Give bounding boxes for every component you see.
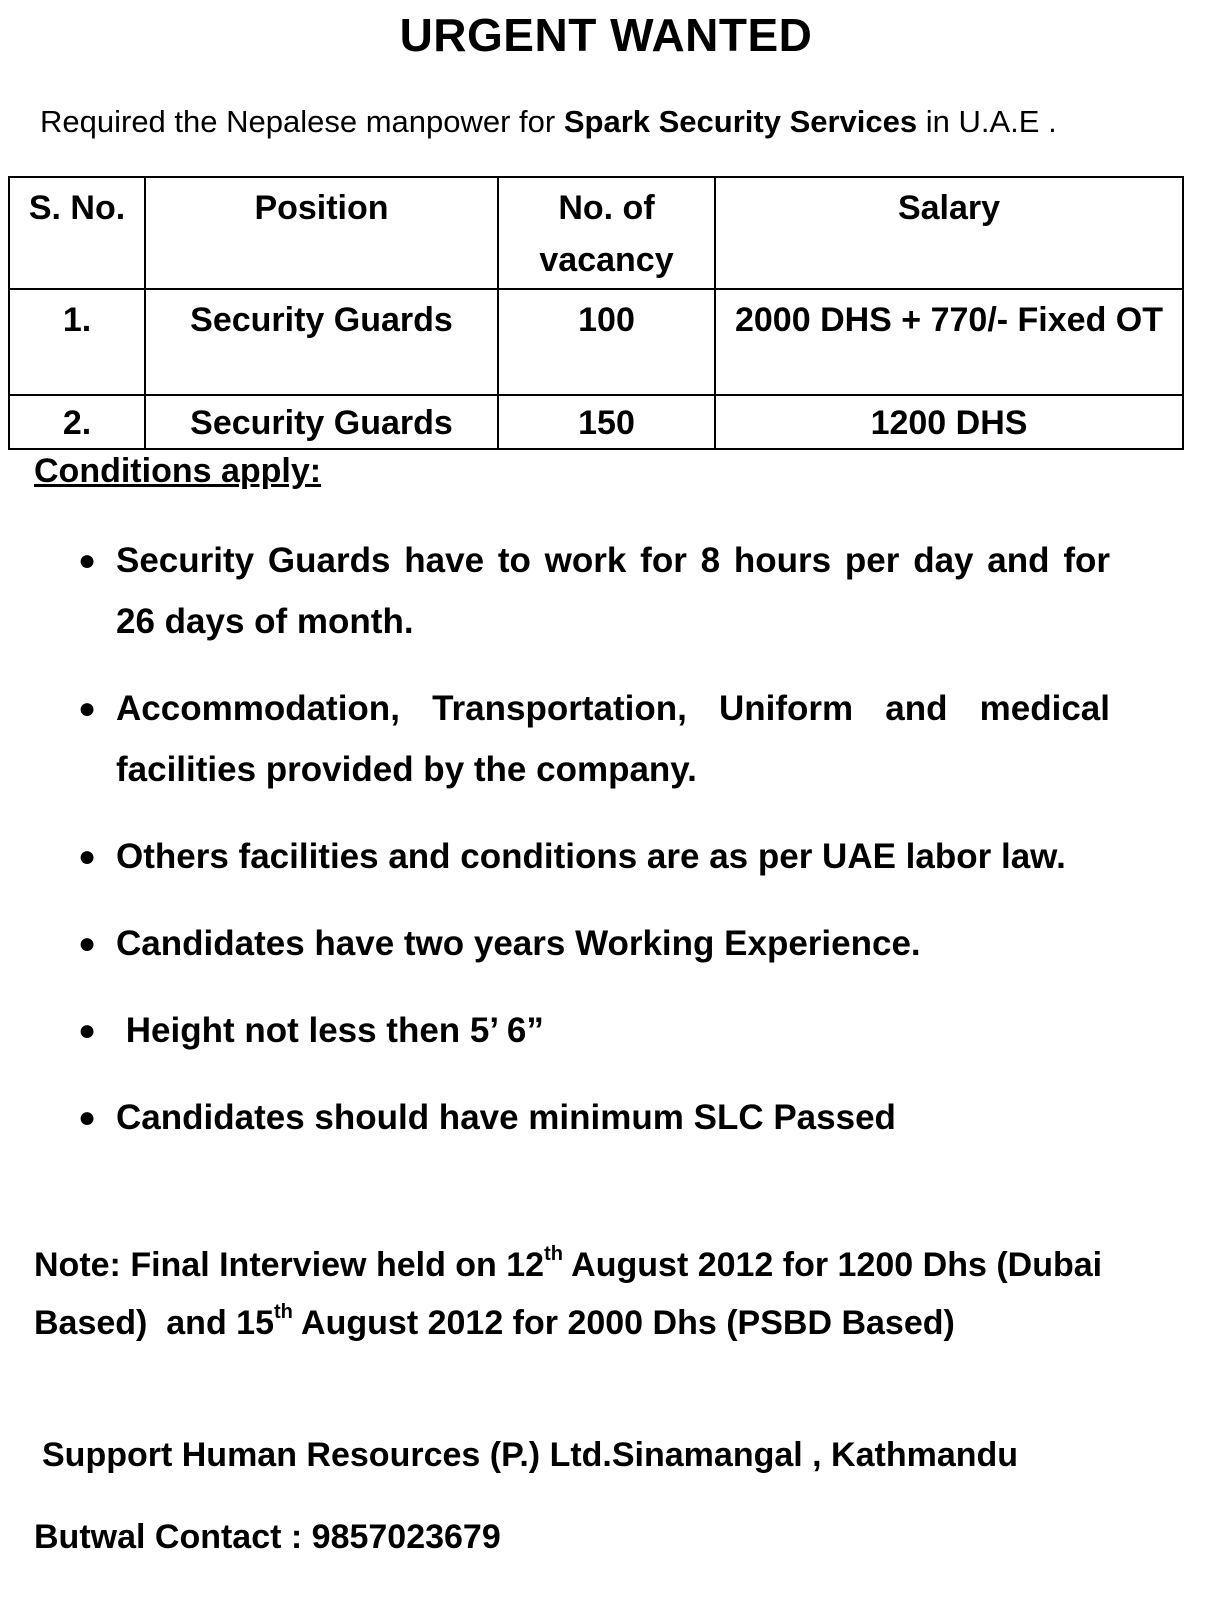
cell-vacancy: 100 [498,289,715,395]
intro-company: Spark Security Services [563,104,918,139]
vacancy-table [8,176,1184,450]
condition-text: Others facilities and conditions are as per UAE labor law. [116,837,1066,876]
note-part-1: Note: Final Interview held on 12 [34,1246,545,1284]
list-item [34,826,1110,887]
header-salary: Salary [715,177,1183,289]
page-title: URGENT WANTED [399,9,813,61]
bullet-icon: ● [78,1101,97,1134]
intro-prefix: Required the Nepalese manpower for [40,104,564,139]
bullet-icon: ● [78,840,97,873]
contact-line: Butwal Contact : 9857023679 [34,1518,501,1556]
conditions-heading: Conditions apply: [34,452,322,490]
table-row [9,395,1183,449]
condition-text: Security Guards have to work for 8 hours per day and for 26 days of month. [116,541,1110,641]
note-sup-2: th [273,1300,293,1323]
header-vacancy [498,177,715,289]
table-header-row [9,177,1183,289]
cell-position: Security Guards [145,289,498,395]
bullet-icon: ● [78,927,97,960]
intro-line [40,104,1057,140]
list-item [34,678,1110,800]
cell-sno: 2. [9,395,145,449]
header-vacancy-text: No. of vacancy [539,189,674,279]
list-item [34,530,1110,652]
cell-vacancy: 150 [498,395,715,449]
cell-position: Security Guards [145,395,498,449]
bullet-icon: ● [78,692,97,725]
cell-salary: 2000 DHS + 770/- Fixed OT [715,289,1183,395]
intro-suffix: in U.A.E . [917,104,1057,139]
bullet-icon: ● [78,1014,97,1047]
condition-text: Candidates have two years Working Experience. [116,924,921,963]
list-item [34,1087,1110,1148]
condition-text: Candidates should have minimum SLC Passed [116,1098,896,1137]
note-part-3: August 2012 for 2000 Dhs (PSBD Based) [292,1304,955,1342]
note-sup-1: th [544,1242,563,1265]
cell-salary: 1200 DHS [715,395,1183,449]
condition-text: Height not less then 5’ 6” [116,1011,544,1050]
conditions-list [34,530,1110,1174]
interview-note [34,1236,1134,1352]
cell-sno: 1. [9,289,145,395]
condition-text: Accommodation, Transportation, Uniform and medical facilities provided by the company. [116,689,1110,789]
list-item [34,1000,1110,1061]
note-part-2: August 2012 for 1200 Dhs (Dubai Based) and 15 [34,1246,1112,1342]
header-position: Position [145,177,498,289]
list-item [34,913,1110,974]
table-row [9,289,1183,395]
bullet-icon: ● [78,544,97,577]
company-line: Support Human Resources (P.) Ltd.Sinamangal , Kathmandu [42,1436,1019,1474]
header-sno: S. No. [9,177,145,289]
